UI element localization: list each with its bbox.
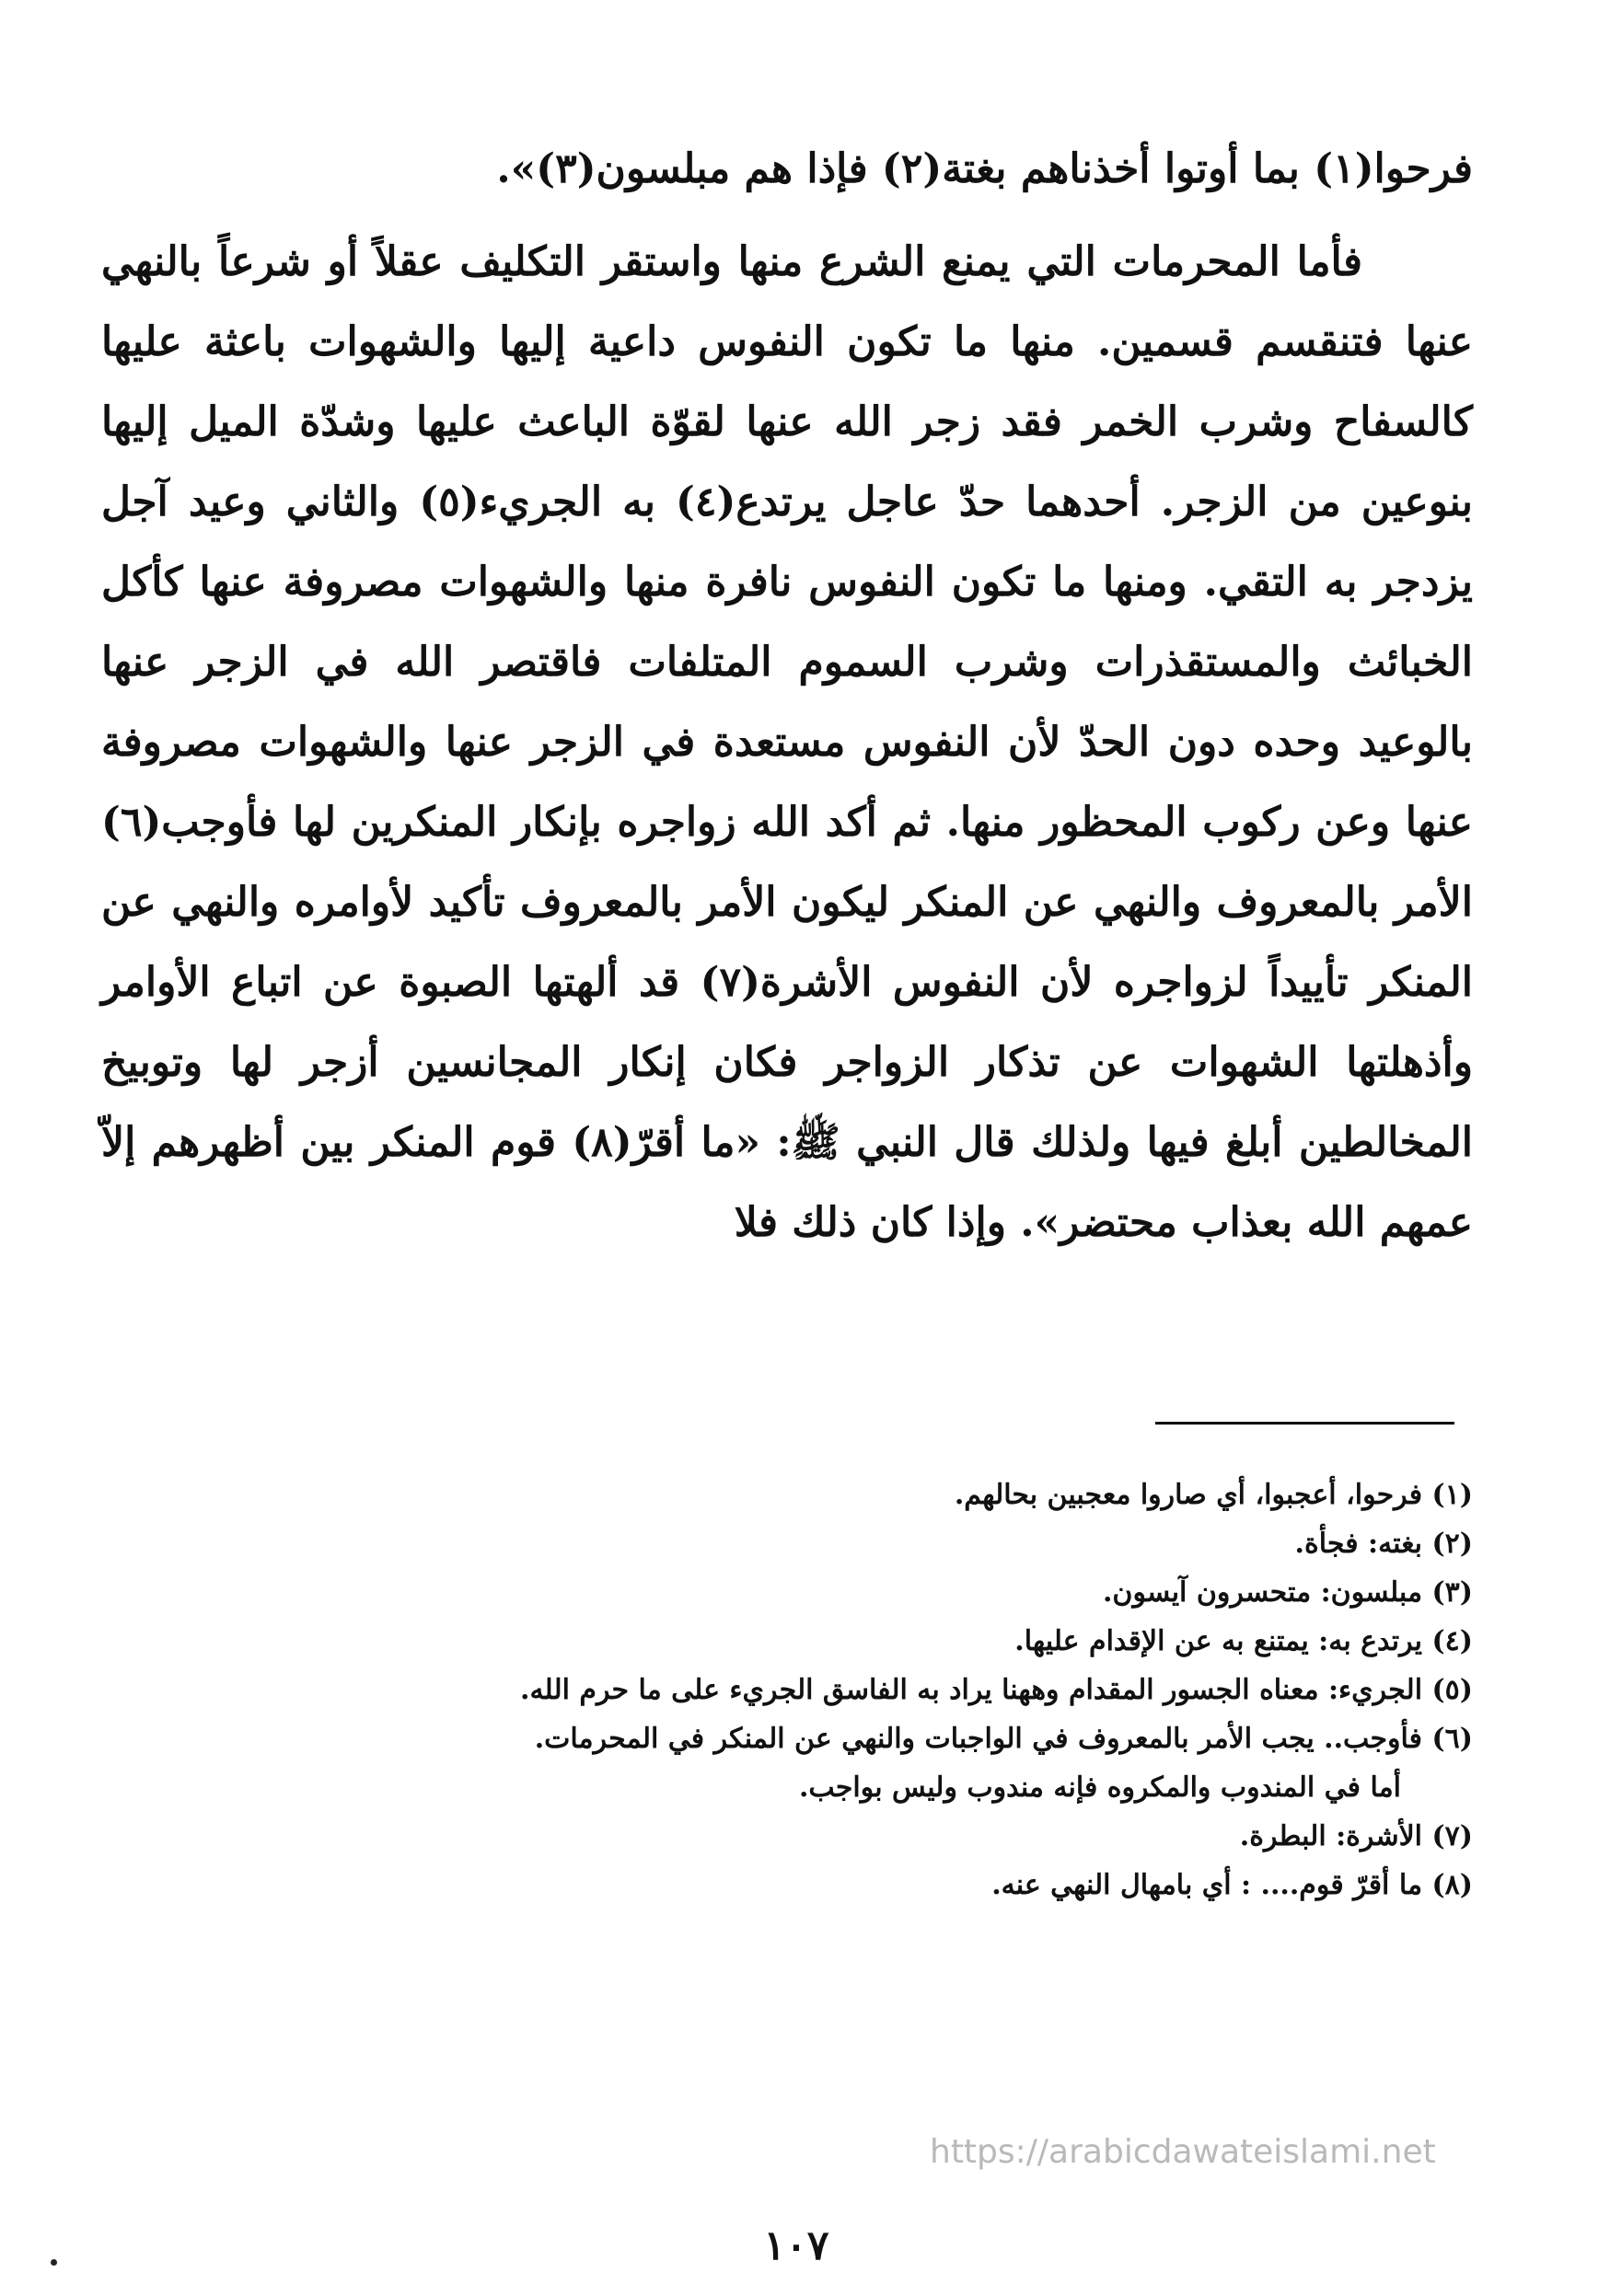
main-paragraph: فأما المحرمات التي يمنع الشرع منها واستقر التكليف عقلاً أو شرعاً بالنهي عنها فتنقسم قسمين. منها ما تكون النفوس داعية إليها والشهوات باعثة عليها كالسفاح وشرب الخمر فقد زجر الله عنها لقوّة الباعث عليها وشدّة الميل إليها بنوعين من الزجر. أحدهما حدّ عاجل يرتدع(٤) به الجريء(٥) والثاني وعيد آجل يزدجر به التقي. ومنها ما تكون النفوس نافرة منها والشهوات مصروفة عنها كأكل الخبائث والمستقذرات وشرب السموم المتلفات فاقتصر الله في الزجر عنها بالوعيد وحده دون الحدّ لأن النفوس مستعدة في الزجر عنها والشهوات مصروفة عنها وعن ركوب المحظور منها. ثم أكد الله زواجره بإنكار المنكرين لها فأوجب(٦) الأمر بالمعروف والنهي عن المنكر ليكون الأمر بالمعروف تأكيد لأوامره والنهي عن المنكر تأييداً لزواجره لأن النفوس الأشرة(٧) قد ألهتها الصبوة عن اتباع الأوامر وأذهلتها الشهوات عن تذكار الزواجر فكان إنكار المجانسين أزجر لها وتوبيخ المخالطين أبلغ فيها ولذلك قال النبي ﷺ: «ما أقرّ(٨) قوم المنكر بين أظهرهم إلاّ عمهم الله بعذاب محتضر». وإذا كان ذلك فلا — [101, 238, 1474, 1246]
page-number: ١٠٧ — [763, 2222, 829, 2269]
footnote-6: (٦) فأوجب.. يجب الأمر بالمعروف في الواجبات والنهي عن المنكر في المحرمات. — [534, 1723, 1473, 1755]
footnote-8: (٨) ما أقرّ قوم.... : أي بامهال النهي عنه. — [991, 1869, 1473, 1901]
footnote-3: (٣) مبلسون: متحسرون آيسون. — [1102, 1576, 1473, 1609]
footnote-5: (٥) الجريء: معناه الجسور المقدام وههنا يراد به الفاسق الجريء على ما حرم الله. — [520, 1674, 1473, 1706]
main-text — [101, 129, 1473, 1263]
footnote-4: (٤) يرتدع به: يمتنع به عن الإقدام عليها. — [1014, 1625, 1473, 1657]
footnotes — [184, 1471, 1473, 1909]
footnote-2: (٢) بغته: فجأة. — [1294, 1528, 1473, 1560]
opening-line: فرحوا(١) بما أوتوا أخذناهم بغتة(٢) فإذا هم مبلسون(٣)». — [496, 145, 1473, 192]
scan-speck — [51, 2259, 57, 2266]
watermark-url: https://arabicdawateislami.net — [930, 2133, 1436, 2171]
footnote-1: (١) فرحوا، أعجبوا، أي صاروا معجبين بحالهم. — [954, 1479, 1473, 1511]
footnote-6-continuation: أما في المندوب والمكروه فإنه مندوب وليس بواجب. — [798, 1771, 1401, 1804]
footnote-7: (٧) الأشرة: البطرة. — [1239, 1820, 1473, 1852]
footnote-separator — [1155, 1422, 1454, 1425]
